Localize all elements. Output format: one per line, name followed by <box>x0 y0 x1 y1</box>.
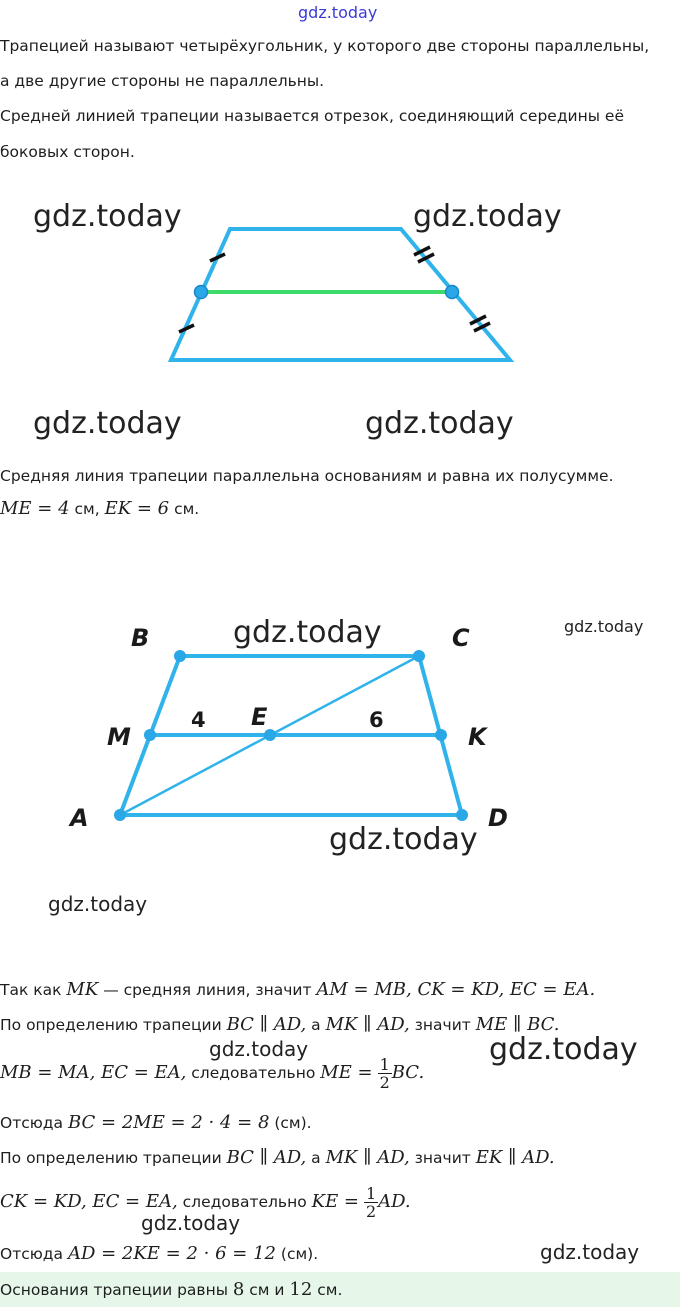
label-m: M <box>107 723 131 751</box>
solution-2-text-c: значит <box>409 1016 476 1034</box>
solution-1-text-b: — средняя линия, значит <box>98 981 317 999</box>
header-watermark: gdz.today <box>298 3 378 22</box>
watermark-10: gdz.today <box>489 1032 638 1067</box>
watermark-11: gdz.today <box>141 1211 241 1235</box>
definition-trapezoid-line2: а две другие стороны не параллельны. <box>0 72 325 90</box>
answer-base-bc: 8 <box>232 1279 245 1300</box>
given-unit-2: см. <box>169 500 200 518</box>
solution-6-math-a: CK = KD, EC = EA, <box>0 1191 178 1212</box>
solution-3-math-c: BC. <box>391 1062 425 1083</box>
watermark-5: gdz.today <box>233 615 382 650</box>
watermark-9: gdz.today <box>209 1037 309 1061</box>
solution-2-math-a: BC ∥ AD, <box>226 1014 307 1035</box>
solution-line-4 <box>0 1113 312 1133</box>
solution-7-text-b: (см). <box>275 1245 319 1263</box>
answer-base-ad: 12 <box>289 1279 313 1300</box>
solution-line-2 <box>0 1015 559 1035</box>
answer-text-a: Основания трапеции равны <box>0 1281 233 1299</box>
solution-2-text-b: а <box>306 1016 326 1034</box>
solution-1-text-a: Так как <box>0 981 67 999</box>
watermark-8: gdz.today <box>48 892 148 916</box>
solution-1-math-b: AM = MB, CK = KD, EC = EA. <box>316 979 596 1000</box>
solution-5-math-b: MK ∥ AD, <box>325 1147 410 1168</box>
answer-text-c: см. <box>312 1281 343 1299</box>
label-k: K <box>468 723 487 751</box>
label-e: E <box>251 703 268 731</box>
label-b: B <box>131 624 150 652</box>
solution-5-math-c: EK ∥ AD. <box>475 1147 555 1168</box>
solution-6-text-a: следовательно <box>177 1193 312 1211</box>
solution-line-1 <box>0 980 595 1000</box>
solution-5-text-c: значит <box>409 1149 476 1167</box>
fraction-one-half-1 <box>378 1056 392 1091</box>
solution-1-math-a: MK <box>66 979 99 1000</box>
answer-text-b: см и <box>244 1281 290 1299</box>
definition-trapezoid-line1: Трапецией называют четырёхугольник, у которого две стороны параллельны, <box>0 37 650 55</box>
watermark-12: gdz.today <box>540 1240 640 1264</box>
given-ek: EK = 6 <box>104 498 170 519</box>
point-b <box>174 650 186 662</box>
definition-midline-line1: Средней линией трапеции называется отрезок, соединяющий середины её <box>0 107 624 125</box>
point-c <box>413 650 425 662</box>
fraction-2-numerator: 1 <box>365 1183 377 1203</box>
watermark-2: gdz.today <box>413 199 562 234</box>
watermark-4: gdz.today <box>365 406 514 441</box>
solution-5-text-b: а <box>306 1149 326 1167</box>
point-a <box>114 809 126 821</box>
label-a: A <box>70 804 89 832</box>
solution-6-math-c: AD. <box>378 1191 411 1212</box>
solution-2-math-c: ME ∥ BC. <box>475 1014 560 1035</box>
solution-4-math-a: BC = 2ME = 2 · 4 = 8 <box>67 1112 270 1133</box>
solution-2-math-b: MK ∥ AD, <box>325 1014 410 1035</box>
point-m <box>144 729 156 741</box>
theorem-statement: Средняя линия трапеции параллельна основаниям и равна их полусумме. <box>0 467 614 485</box>
label-d: D <box>488 804 508 832</box>
solution-7-math-a: AD = 2KE = 2 · 6 = 12 <box>67 1243 276 1264</box>
solution-6-math-b: KE = <box>311 1191 360 1212</box>
solution-3-text-a: следовательно <box>186 1064 321 1082</box>
solution-5-math-a: BC ∥ AD, <box>226 1147 307 1168</box>
given-me: ME = 4 <box>0 498 70 519</box>
watermark-3: gdz.today <box>33 406 182 441</box>
fraction-2-denominator: 2 <box>365 1201 377 1221</box>
solution-4-text-b: (см). <box>269 1114 312 1132</box>
solution-line-5 <box>0 1148 555 1168</box>
point-k <box>435 729 447 741</box>
answer-text <box>0 1280 342 1300</box>
solution-3-math-a: MB = MA, EC = EA, <box>0 1062 187 1083</box>
answer-banner <box>0 1272 680 1307</box>
solution-line-7 <box>0 1244 318 1264</box>
fraction-one-half-2 <box>364 1185 378 1220</box>
fraction-1-numerator: 1 <box>379 1054 390 1074</box>
solution-2-text-a: По определению трапеции <box>0 1016 227 1034</box>
fraction-1-denominator: 2 <box>379 1072 390 1092</box>
label-c: C <box>452 624 470 652</box>
watermark-6: gdz.today <box>564 617 644 636</box>
given-unit-1: см, <box>69 500 105 518</box>
watermark-7: gdz.today <box>329 822 478 857</box>
solution-7-text-a: Отсюда <box>0 1245 68 1263</box>
solution-4-text-a: Отсюда <box>0 1114 68 1132</box>
watermark-1: gdz.today <box>33 199 182 234</box>
solution-5-text-a: По определению трапеции <box>0 1149 227 1167</box>
definition-midline-line2: боковых сторон. <box>0 143 135 161</box>
segment-me-length: 4 <box>191 708 206 732</box>
point-d <box>456 809 468 821</box>
segment-ek-length: 6 <box>369 708 384 732</box>
solution-3-math-b: ME = <box>320 1062 373 1083</box>
